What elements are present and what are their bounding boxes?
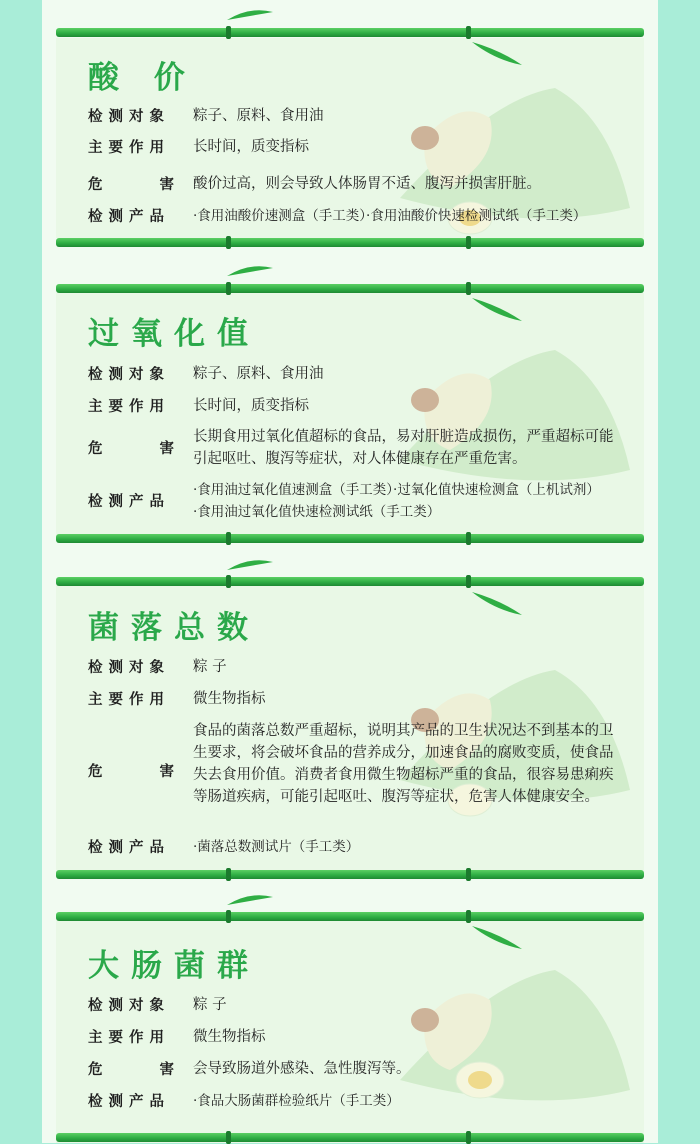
product-label: 检测产品: [88, 1094, 170, 1110]
bamboo-divider: [56, 577, 644, 586]
harm-label: 危 害: [88, 764, 174, 780]
bamboo-leaf-icon: [225, 6, 275, 26]
target-label: 检测对象: [88, 660, 170, 676]
target-label: 检测对象: [88, 998, 170, 1014]
harm-label: 危 害: [88, 441, 174, 457]
bamboo-leaf-icon: [225, 891, 275, 911]
harm-label: 危 害: [88, 1062, 174, 1078]
purpose-value: 长时间，质变指标: [193, 398, 309, 414]
section-title: 菌落总数: [88, 610, 260, 646]
target-value: 粽子、原料、食用油: [193, 108, 324, 124]
bamboo-divider: [56, 284, 644, 293]
harm-value: 食品的菌落总数严重超标，说明其产品的卫生状况达不到基本的卫生要求，将会破坏食品的营养成分，加速食品的腐败变质，使食品失去食用价值。消费者食用微生物超标严重的食品，很容易患痢疾等肠道疾病，可能引起呕吐、腹泻等症状，危害人体健康安全。: [193, 723, 614, 805]
bamboo-leaf-icon: [470, 590, 525, 620]
product-item: ·食用油过氧化值快速检测试纸（手工类）: [193, 504, 441, 520]
purpose-label: 主要作用: [88, 140, 170, 156]
target-value: 粽子、原料、食用油: [193, 366, 324, 382]
purpose-label: 主要作用: [88, 692, 170, 708]
target-value: 粽 子: [193, 659, 227, 675]
bamboo-divider: [56, 1133, 644, 1142]
harm-label: 危 害: [88, 177, 174, 193]
bamboo-divider: [56, 28, 644, 37]
purpose-value: 微生物指标: [193, 1029, 266, 1045]
bamboo-divider: [56, 912, 644, 921]
purpose-value: 微生物指标: [193, 691, 266, 707]
bamboo-leaf-icon: [225, 262, 275, 282]
purpose-value: 长时间，质变指标: [193, 139, 309, 155]
bamboo-divider: [56, 238, 644, 247]
bamboo-leaf-icon: [470, 924, 525, 954]
bamboo-leaf-icon: [470, 40, 525, 70]
product-label: 检测产品: [88, 494, 170, 510]
product-label: 检测产品: [88, 840, 170, 856]
product-value: ·食品大肠菌群检验纸片（手工类）: [193, 1093, 400, 1109]
harm-value: 长期食用过氧化值超标的食品，易对肝脏造成损伤，严重超标可能引起呕吐、腹泻等症状，对人体健康存在严重危害。: [193, 429, 614, 467]
product-label: 检测产品: [88, 209, 170, 225]
section-title: 过氧化值: [88, 316, 260, 352]
purpose-label: 主要作用: [88, 399, 170, 415]
product-item: ·食用油过氧化值速测盒（手工类）·过氧化值快速检测盒（上机试剂）: [193, 482, 600, 498]
section-title: 大肠菌群: [88, 948, 260, 984]
product-value: ·菌落总数测试片（手工类）: [193, 839, 360, 855]
bamboo-leaf-icon: [470, 296, 525, 326]
section-title: 酸 价: [88, 60, 197, 96]
bamboo-divider: [56, 534, 644, 543]
purpose-label: 主要作用: [88, 1030, 170, 1046]
product-value: ·食用油酸价速测盒（手工类）·食用油酸价快速检测试纸（手工类）: [193, 208, 587, 224]
bamboo-divider: [56, 870, 644, 879]
product-value: [193, 479, 623, 523]
bamboo-leaf-icon: [225, 556, 275, 576]
target-value: 粽 子: [193, 997, 227, 1013]
harm-value: 酸价过高，则会导致人体肠胃不适、腹泻并损害肝脏。: [193, 176, 541, 192]
target-label: 检测对象: [88, 109, 170, 125]
harm-value: 会导致肠道外感染、急性腹泻等。: [193, 1061, 411, 1077]
target-label: 检测对象: [88, 367, 170, 383]
